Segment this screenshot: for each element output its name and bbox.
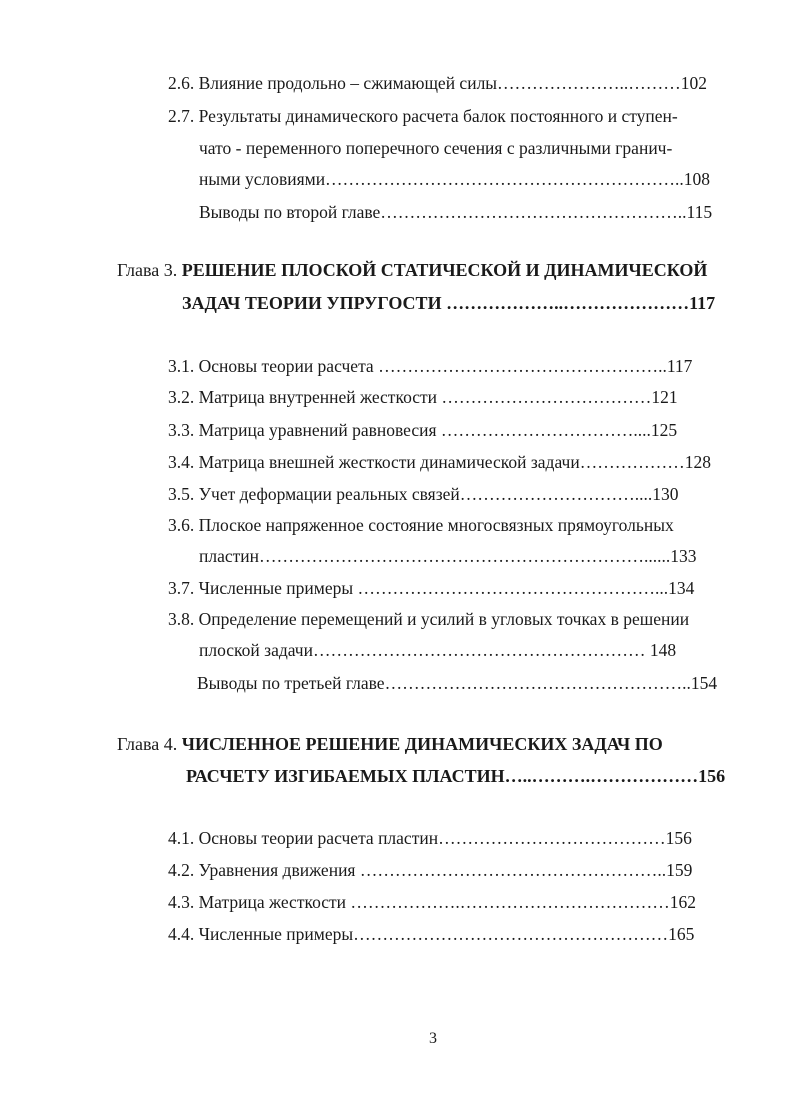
toc-conclusion-chapter-3: Выводы по третьей главе……………………………………………..154 — [197, 673, 718, 693]
toc-entry-2-6: 2.6. Влияние продольно – сжимающей силы…………………..………102 — [168, 73, 708, 93]
chapter-4-prefix: Глава 4. — [117, 734, 182, 754]
chapter-4-heading-line1 — [117, 733, 663, 755]
chapter-3-title: РЕШЕНИЕ ПЛОСКОЙ СТАТИЧЕСКОЙ И ДИНАМИЧЕСКОЙ — [181, 260, 708, 280]
toc-entry-3-8-line2: плоской задачи………………………………………………… 148 — [199, 640, 677, 660]
toc-entry-3-2: 3.2. Матрица внутренней жесткости ………………………………121 — [168, 387, 678, 407]
chapter-4-title: ЧИСЛЕННОЕ РЕШЕНИЕ ДИНАМИЧЕСКИХ ЗАДАЧ ПО — [181, 734, 663, 754]
toc-entry-3-6-line2: пластин…………………………………………………………......133 — [199, 546, 697, 566]
toc-entry-2-7-line3: ными условиями……………………………………………………..108 — [199, 169, 711, 189]
chapter-3-heading-line1 — [117, 259, 707, 281]
toc-entry-3-3: 3.3. Матрица уравнений равновесия ……………………………....125 — [168, 420, 678, 440]
page-number: 3 — [429, 1030, 437, 1047]
toc-entry-4-3: 4.3. Матрица жесткости ……………….………………………………162 — [168, 892, 697, 912]
chapter-4-title-continued: РАСЧЕТУ ИЗГИБАЕМЫХ ПЛАСТИН…..……….………………156 — [186, 766, 726, 786]
chapter-3-heading-line2 — [182, 292, 715, 314]
toc-conclusion-chapter-2: Выводы по второй главе……………………………………………..115 — [199, 202, 713, 222]
toc-entry-3-8-line1: 3.8. Определение перемещений и усилий в угловых точках в решении — [168, 609, 690, 629]
chapter-4-heading-line2 — [186, 765, 725, 787]
toc-entry-4-2: 4.2. Уравнения движения ……………………………………………..159 — [168, 860, 693, 880]
toc-entry-3-5: 3.5. Учет деформации реальных связей…………………………....130 — [168, 484, 679, 504]
chapter-3-title-continued: ЗАДАЧ ТЕОРИИ УПРУГОСТИ ………………..…………………117 — [182, 293, 716, 313]
toc-entry-4-1: 4.1. Основы теории расчета пластин…………………………………156 — [168, 828, 692, 848]
toc-entry-3-6-line1: 3.6. Плоское напряженное состояние многосвязных прямоугольных — [168, 515, 674, 535]
toc-entry-2-7-line2: чато - переменного поперечного сечения с различными гранич- — [199, 138, 673, 158]
toc-entry-3-4: 3.4. Матрица внешней жесткости динамической задачи………………128 — [168, 452, 711, 472]
toc-entry-2-7-line1: 2.7. Результаты динамического расчета балок постоянного и ступен- — [168, 106, 678, 126]
toc-entry-4-4: 4.4. Численные примеры………………………………………………165 — [168, 924, 695, 944]
toc-entry-3-1: 3.1. Основы теории расчета …………………………………………..117 — [168, 356, 693, 376]
chapter-3-prefix: Глава 3. — [117, 260, 182, 280]
toc-entry-3-7: 3.7. Численные примеры ……………………………………………...134 — [168, 578, 695, 598]
